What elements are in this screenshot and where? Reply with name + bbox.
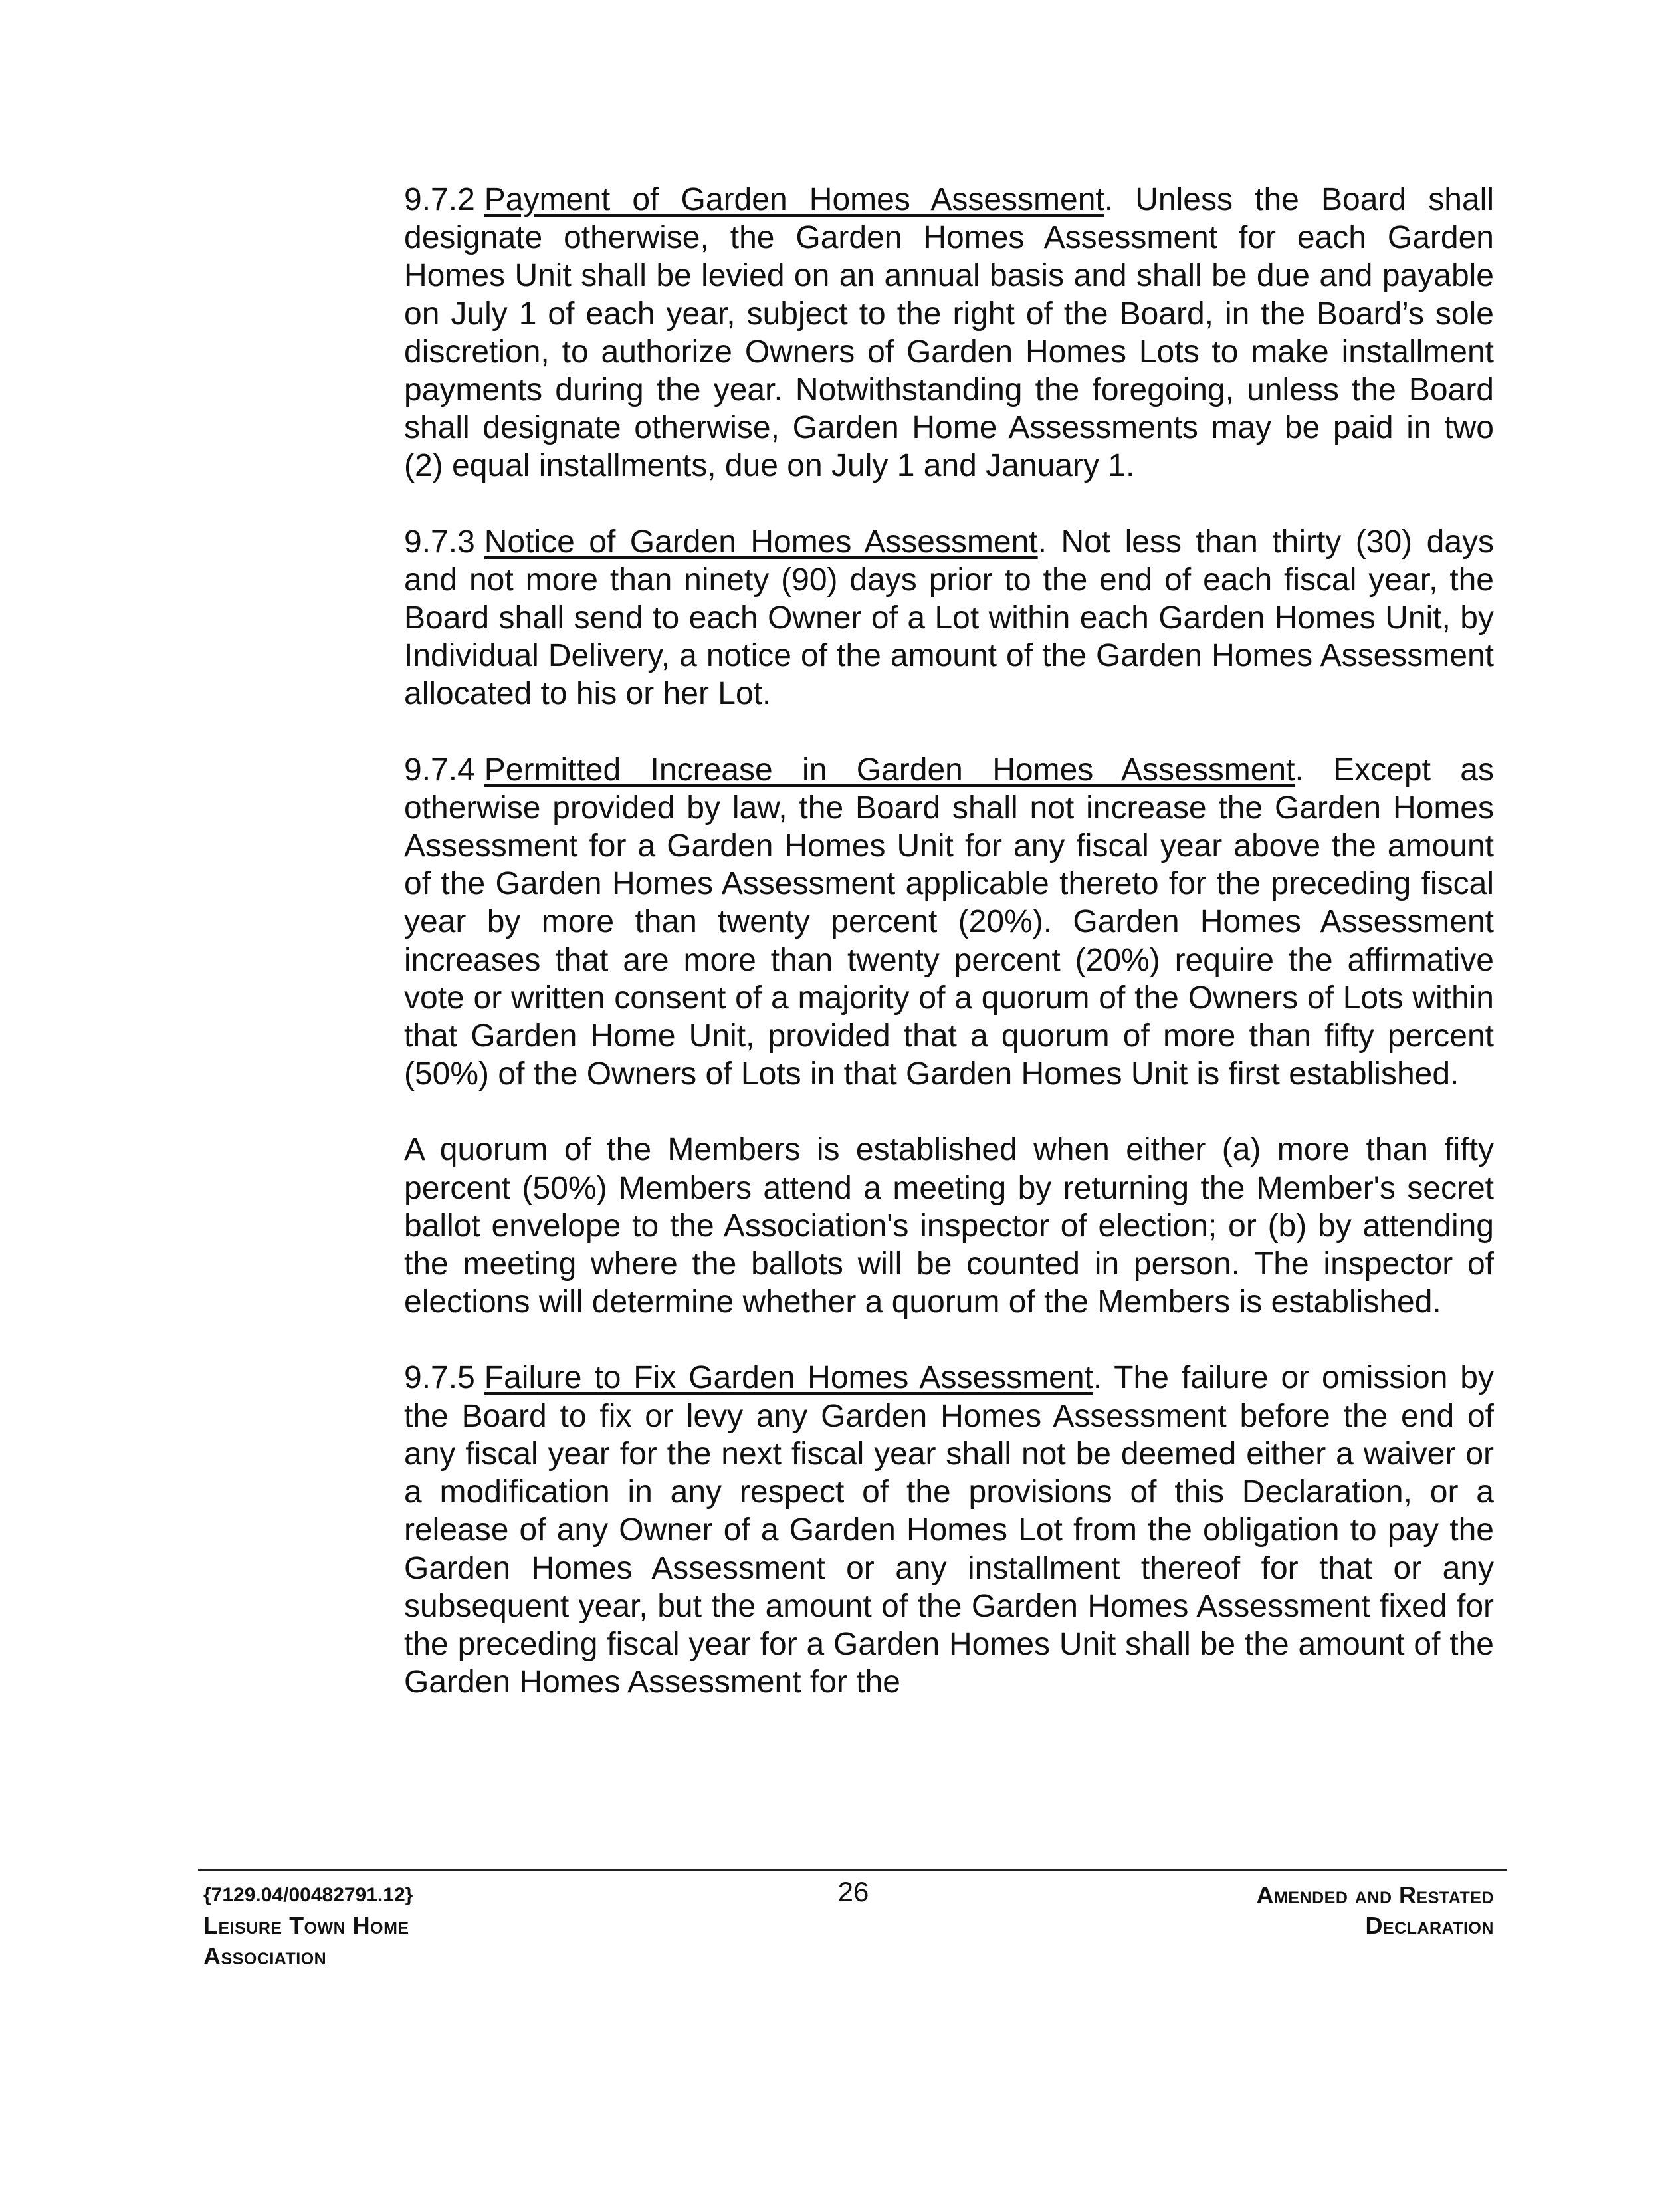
section-heading: Payment of Garden Homes Assessment xyxy=(484,182,1104,217)
org-name-line1: Leisure Town Home xyxy=(203,1912,409,1939)
section-9-7-2 xyxy=(404,181,1494,485)
footer-divider xyxy=(198,1869,1507,1871)
section-text: . Not less than thirty (30) days and not more than ninety (90) days prior to the end of each fiscal year, the Board shall send to each Owner of a Lot within each Garden Homes Unit, by Individual Delivery, a notice of the amount of the Garden Homes Assessment allocated to his or her Lot. xyxy=(404,524,1495,712)
section-9-7-4 xyxy=(404,751,1494,1094)
section-text: A quorum of the Members is established when either (a) more than fifty percent (50%) Members attend a meeting by returning the Member's secret ballot envelope to the Association's inspector of election; or (b) by attending the meeting where the ballots will be counted in person. The inspector of elections will determine whether a quorum of the Members is established. xyxy=(404,1132,1494,1320)
section-number: 9.7.3 xyxy=(404,524,475,560)
document-body xyxy=(404,181,1494,1739)
quorum-paragraph xyxy=(404,1131,1494,1321)
doc-title-line1: Amended and Restated xyxy=(1256,1881,1494,1908)
doc-id: {7129.04/00482791.12} xyxy=(203,1884,413,1906)
section-heading: Failure to Fix Garden Homes Assessment xyxy=(484,1360,1093,1396)
page-number: 26 xyxy=(837,1876,869,1907)
section-9-7-5 xyxy=(404,1359,1494,1701)
section-heading: Notice of Garden Homes Assessment xyxy=(484,524,1038,560)
section-9-7-3 xyxy=(404,523,1494,713)
section-number: 9.7.2 xyxy=(404,182,475,217)
section-heading: Permitted Increase in Garden Homes Assessment xyxy=(484,752,1295,788)
section-number: 9.7.4 xyxy=(404,752,475,788)
footer-right xyxy=(1029,1880,1494,1941)
section-text: . The failure or omission by the Board to fix or levy any Garden Homes Assessment before the end of any fiscal year for the next fiscal year shall not be deemed either a waiver or a modification in any respect of the provisions of this Declaration, or a release of any Owner of a Garden Homes Lot from the obligation to pay the Garden Homes Assessment or any installment thereof for that or any subsequent year, but the amount of the Garden Homes Assessment fixed for the preceding fiscal year for a Garden Homes Unit shall be the amount of the Garden Homes Assessment for the xyxy=(404,1360,1494,1700)
section-number: 9.7.5 xyxy=(404,1360,475,1396)
section-text: . Except as otherwise provided by law, the Board shall not increase the Garden Homes Assessment for a Garden Homes Unit for any fiscal year above the amount of the Garden Homes Assessment applicable thereto for the preceding fiscal year by more than twenty percent (20%). Garden Homes Assessment increases that are more than twenty percent (20%) require the affirmative vote or written consent of a majority of a quorum of the Owners of Lots within that Garden Home Unit, provided that a quorum of more than fifty percent (50%) of the Owners of Lots in that Garden Homes Unit is first established. xyxy=(404,752,1494,1092)
section-text: . Unless the Board shall designate otherwise, the Garden Homes Assessment for each Garden Homes Unit shall be levied on an annual basis and shall be due and payable on July 1 of each year, subject to the right of the Board, in the Board’s sole discretion, to authorize Owners of Garden Homes Lots to make installment payments during the year. Notwithstanding the foregoing, unless the Board shall designate otherwise, Garden Home Assessments may be paid in two (2) equal installments, due on July 1 and January 1. xyxy=(404,182,1494,484)
doc-title-line2: Declaration xyxy=(1365,1912,1494,1939)
footer-left xyxy=(203,1880,669,1972)
org-name-line2: Association xyxy=(203,1942,327,1970)
